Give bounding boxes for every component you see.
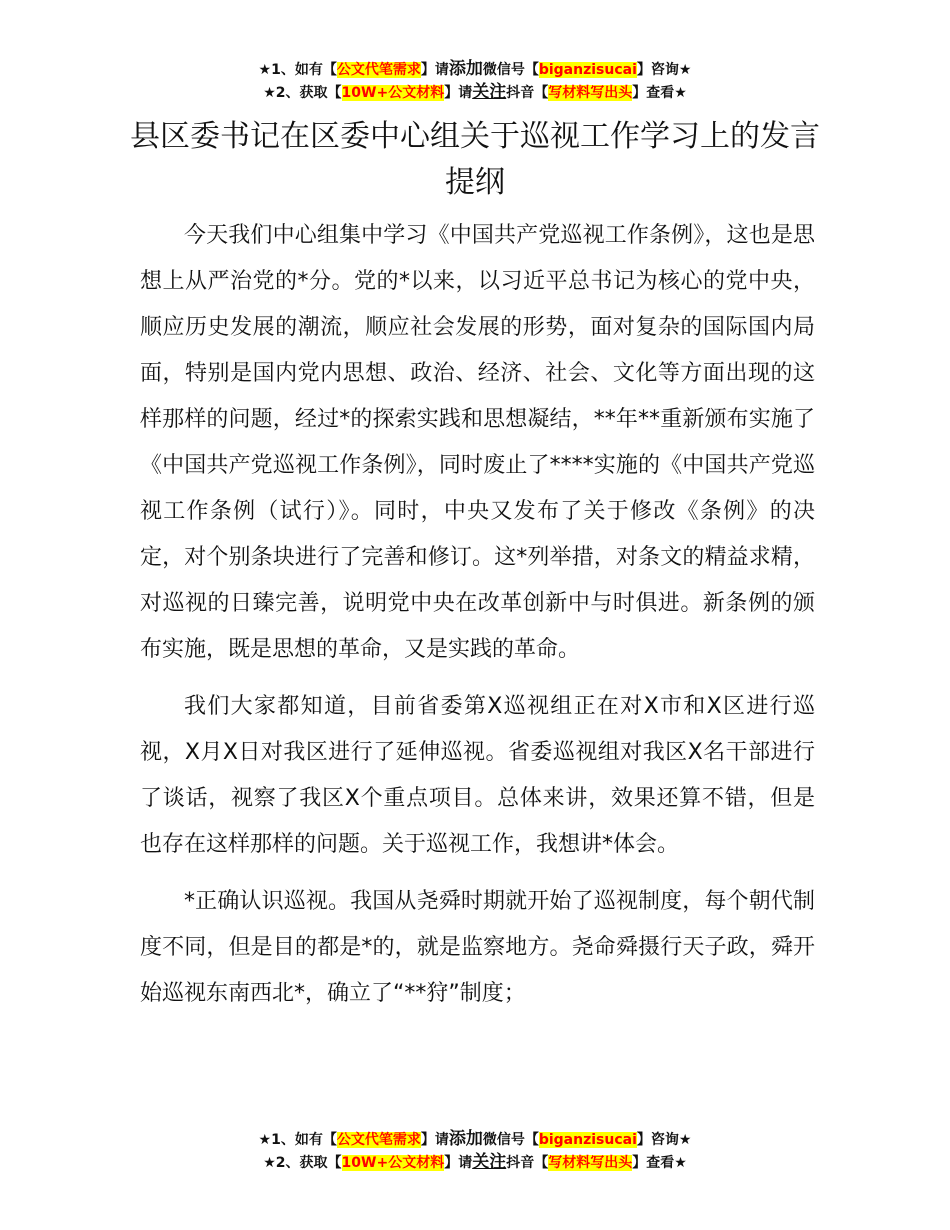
highlight-ghostwriting: 公文代笔需求 — [336, 62, 421, 78]
paragraph: 今天我们中心组集中学习《中国共产党巡视工作条例》，这也是思想上从严治党的*分。党的*以来，以习近平总书记为核心的党中央，顺应历史发展的潮流，顺应社会发展的形势，面对复杂的国际国内局面，特别是国内党内思想、政治、经济、社会、文化等方面出现的这样那样的问题，经过*的探索实践和思想凝结，**年**重新颁布实施了《中国共产党巡视工作条例》，同时废止了****实施的《中国共产党巡视工作条例（试行）》。同时，中央又发布了关于修改《条例》的决定，对个别条块进行了完善和修订。这*列举措，对条文的精益求精，对巡视的日臻完善，说明党中央在改革创新中与时俱进。新条例的颁布实施，既是思想的革命，又是实践的革命。 — [140, 223, 815, 662]
highlight-douyin-account: 写材料写出头 — [548, 85, 633, 101]
highlight-materials: 10W+公文材料 — [341, 85, 445, 101]
document-title: 县区委书记在区委中心组关于巡视工作学习上的发言提纲 — [130, 119, 820, 200]
promo-footer — [0, 1128, 950, 1174]
highlight-ghostwriting: 公文代笔需求 — [336, 1132, 421, 1148]
star-icon: ★ — [258, 1132, 272, 1148]
highlight-douyin-account: 写材料写出头 — [548, 1155, 633, 1171]
highlight-wechat-id: biganzisucai — [538, 62, 637, 78]
star-icon: ★ — [258, 62, 272, 78]
highlight-wechat-id: biganzisucai — [538, 1132, 637, 1148]
highlight-materials: 10W+公文材料 — [341, 1155, 445, 1171]
star-icon: ★ — [263, 85, 276, 101]
promo-line-2: ★2、获取【10W+公文材料】请关注抖音【写材料写出头】查看★ — [263, 1152, 687, 1172]
promo-header — [0, 58, 950, 104]
promo-line-2: ★2、获取【10W+公文材料】请关注抖音【写材料写出头】查看★ — [263, 82, 687, 102]
promo-line-1: ★1、如有【公文代笔需求】请添加微信号【biganzisucai】咨询★ — [258, 59, 692, 79]
paragraph: 我们大家都知道，目前省委第X巡视组正在对X市和X区进行巡视，X月X日对我区进行了延伸巡视。省委巡视组对我区X名干部进行了谈话，视察了我区X个重点项目。总体来讲，效果还算不错，但是也存在这样那样的问题。关于巡视工作，我想讲*体会。 — [140, 694, 815, 857]
document-body — [140, 213, 815, 1028]
paragraph: *正确认识巡视。我国从尧舜时期就开始了巡视制度，每个朝代制度不同，但是目的都是*的，就是监察地方。尧命舜摄行天子政，舜开始巡视东南西北*，确立了“**狩”制度； — [140, 889, 815, 1006]
star-icon: ★ — [263, 1155, 276, 1171]
promo-line-1: ★1、如有【公文代笔需求】请添加微信号【biganzisucai】咨询★ — [258, 1129, 692, 1149]
